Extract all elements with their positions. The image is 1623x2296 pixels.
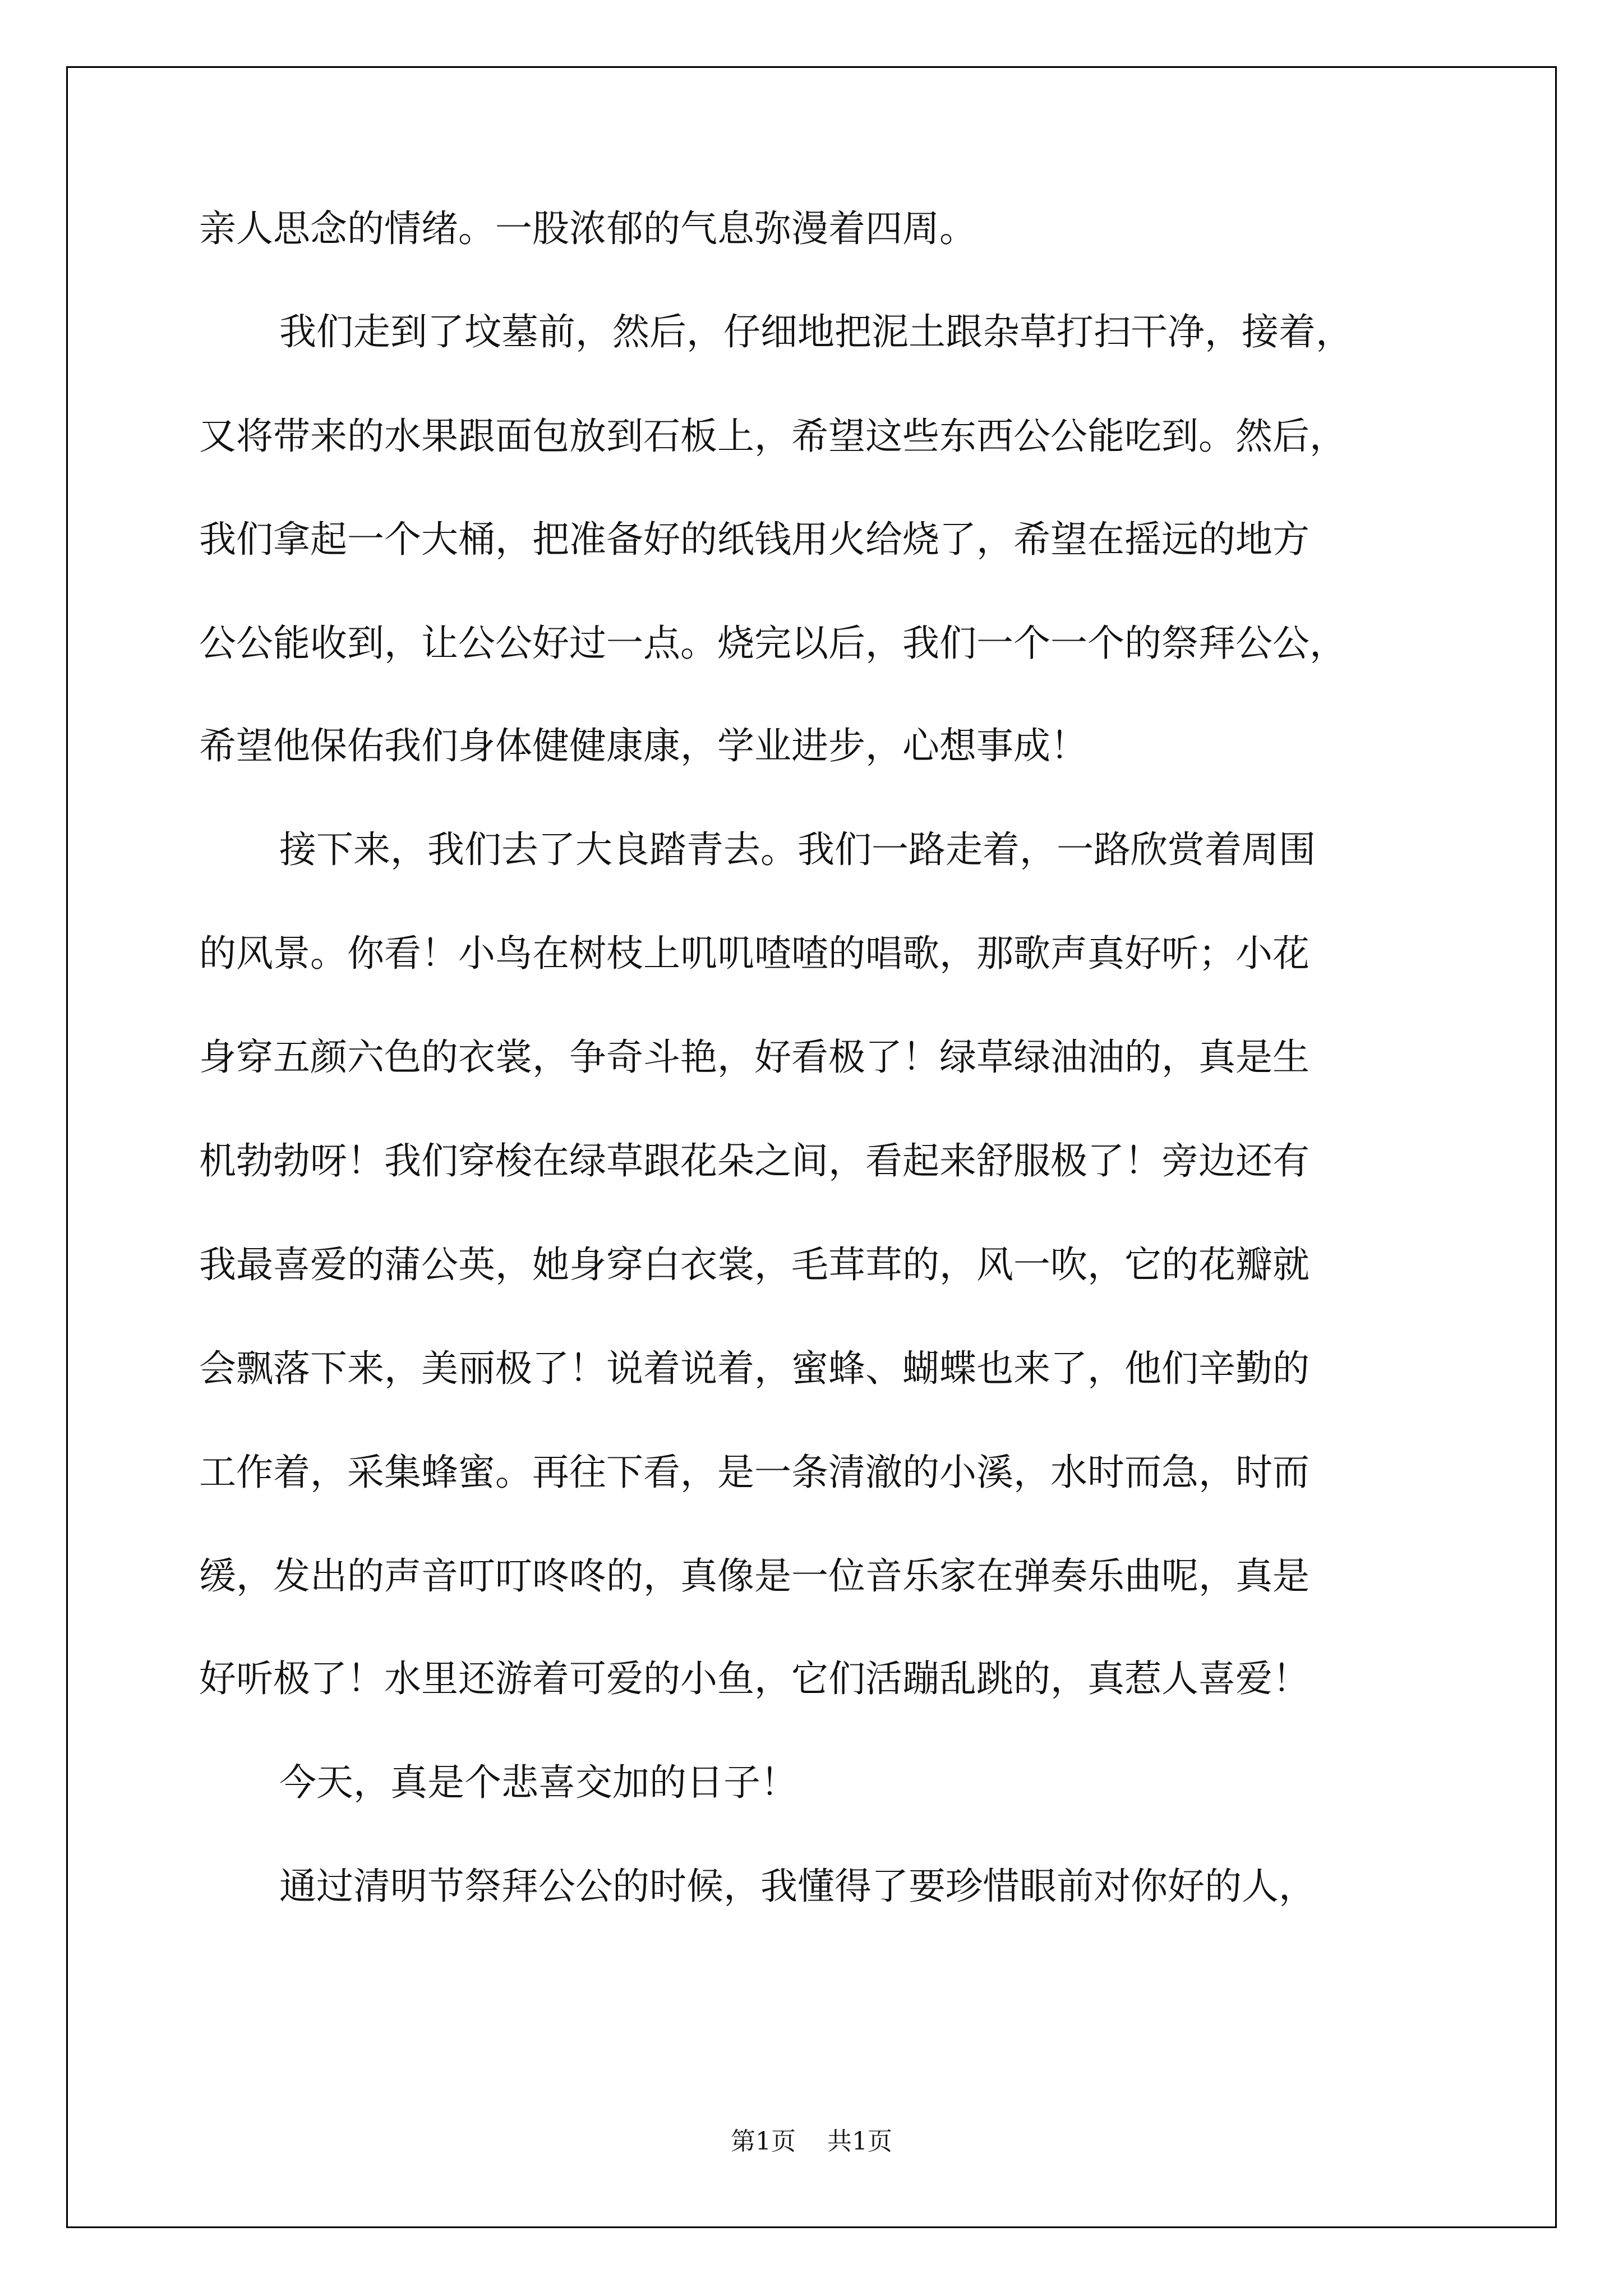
total-pages: 共1页 — [827, 2127, 892, 2156]
text-line-10: 机勃勃呀！我们穿梭在绿草跟花朵之间，看起来舒服极了！旁边还有 — [199, 1139, 1310, 1182]
text-line-9: 身穿五颜六色的衣裳，争奇斗艳，好看极了！绿草绿油油的，真是生 — [199, 1036, 1310, 1079]
text-line-15: 好听极了！水里还游着可爱的小鱼，它们活蹦乱跳的，真惹人喜爱！ — [199, 1657, 1310, 1700]
text-line-8: 的风景。你看！小鸟在树枝上叽叽喳喳的唱歌，那歌声真好听；小花 — [199, 932, 1310, 975]
text-line-4: 我们拿起一个大桶，把准备好的纸钱用火给烧了，希望在摇远的地方 — [199, 518, 1310, 561]
page-number: 第1页 — [731, 2127, 796, 2156]
text-line-1: 亲人思念的情绪。一股浓郁的气息弥漫着四周。 — [199, 207, 976, 250]
text-line-3: 又将带来的水果跟面包放到石板上，希望这些东西公公能吃到。然后， — [199, 415, 1347, 458]
text-line-12: 会飘落下来，美丽极了！说着说着，蜜蜂、蝴蝶也来了，他们辛勤的 — [199, 1347, 1310, 1390]
text-line-11: 我最喜爱的蒲公英，她身穿白衣裳，毛茸茸的，风一吹，它的花瓣就 — [199, 1243, 1310, 1286]
text-line-16: 今天，真是个悲喜交加的日子！ — [279, 1761, 797, 1804]
page-footer — [0, 2126, 1623, 2157]
text-line-6: 希望他保佑我们身体健健康康，学业进步，心想事成！ — [199, 724, 1087, 767]
text-line-13: 工作着，采集蜂蜜。再往下看，是一条清澈的小溪，水时而急，时而 — [199, 1451, 1310, 1494]
text-line-17: 通过清明节祭拜公公的时候，我懂得了要珍惜眼前对你好的人， — [279, 1865, 1316, 1908]
text-line-5: 公公能收到，让公公好过一点。烧完以后，我们一个一个的祭拜公公， — [199, 622, 1347, 665]
text-line-7: 接下来，我们去了大良踏青去。我们一路走着，一路欣赏着周围 — [279, 828, 1316, 871]
text-line-14: 缓，发出的声音叮叮咚咚的，真像是一位音乐家在弹奏乐曲呢，真是 — [199, 1554, 1310, 1598]
text-line-2: 我们走到了坟墓前，然后，仔细地把泥土跟杂草打扫干净，接着， — [279, 310, 1353, 353]
